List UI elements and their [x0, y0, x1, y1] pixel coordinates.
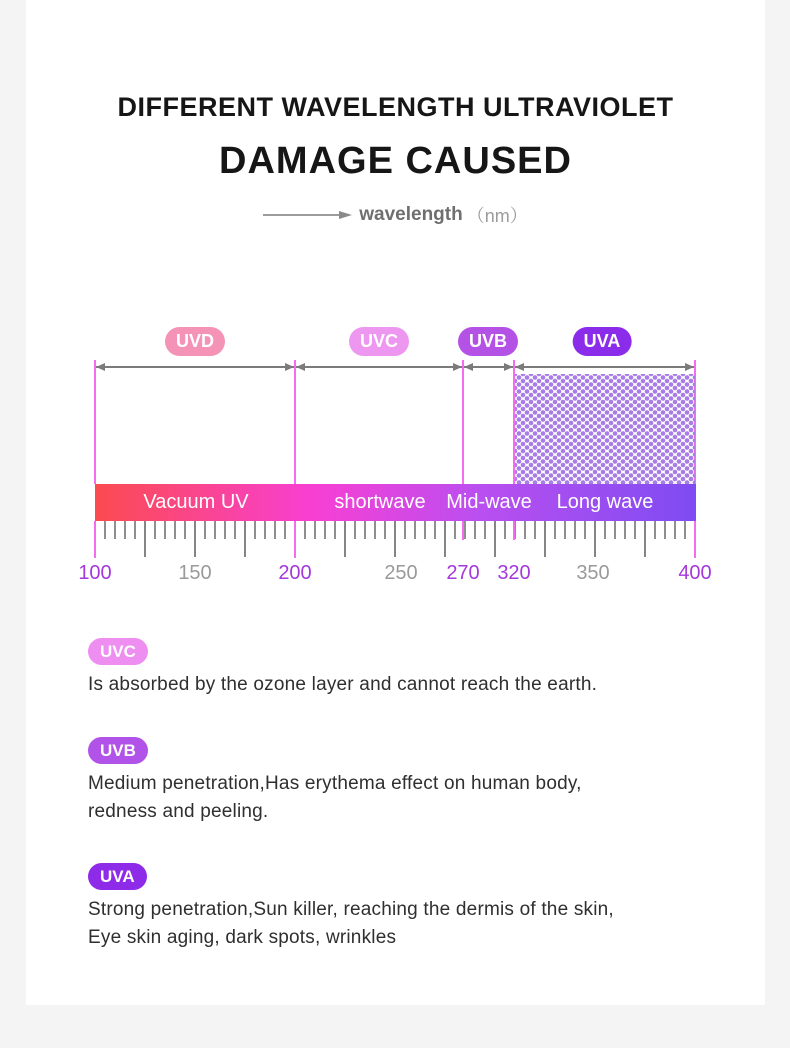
uva-badge: UVA — [573, 327, 632, 356]
description-line: redness and peeling. — [88, 801, 269, 822]
wavelength-caption — [26, 202, 765, 228]
page-title-line2: DAMAGE CAUSED — [219, 140, 572, 182]
description-line: Is absorbed by the ozone layer and cannot reach the earth. — [88, 674, 598, 695]
uvc-section-badge: UVC — [88, 638, 148, 665]
ruler-tick-200 — [294, 521, 296, 558]
ruler-tick-400 — [694, 521, 696, 558]
axis-label-150: 150 — [178, 562, 212, 584]
wavelength-label: wavelength — [359, 204, 463, 225]
uvb-description — [88, 770, 582, 826]
boundary-line-200 — [294, 360, 296, 484]
ruler — [94, 521, 697, 559]
ruler-tick-270 — [462, 521, 464, 540]
arrow-line — [263, 214, 339, 216]
bar-label-shortwave: shortwave — [334, 491, 426, 513]
uvb-badge: UVB — [458, 327, 518, 356]
dimension-arrow-uvc — [296, 366, 462, 368]
boundary-line-100 — [94, 360, 96, 484]
axis-label-400: 400 — [678, 562, 712, 584]
dimension-arrow-uva — [515, 366, 694, 368]
page-title-line1: DIFFERENT WAVELENGTH ULTRAVIOLET — [117, 92, 674, 122]
uvc-description — [88, 671, 597, 699]
axis-label-200: 200 — [278, 562, 312, 584]
bar-label-mid-wave: Mid-wave — [446, 491, 532, 513]
description-line: Eye skin aging, dark spots, wrinkles — [88, 927, 397, 948]
ruler-tick-320 — [513, 521, 515, 540]
boundary-line-270 — [462, 360, 464, 484]
axis-label-100: 100 — [78, 562, 112, 584]
content-card — [26, 0, 765, 1005]
bar-label-long-wave: Long wave — [556, 491, 654, 513]
uvc-badge: UVC — [349, 327, 409, 356]
uvd-badge: UVD — [165, 327, 225, 356]
uvb-section-badge: UVB — [88, 737, 148, 764]
spectrum-bar — [95, 484, 696, 521]
wavelength-unit: （nm） — [466, 206, 528, 226]
description-line: Strong penetration,Sun killer, reaching the dermis of the skin, — [88, 899, 614, 920]
axis-label-350: 350 — [576, 562, 610, 584]
dimension-arrow-uvd — [96, 366, 294, 368]
uva-description — [88, 896, 614, 952]
uva-section-badge: UVA — [88, 863, 147, 890]
axis-label-320: 320 — [497, 562, 531, 584]
axis-label-270: 270 — [446, 562, 480, 584]
axis-label-250: 250 — [384, 562, 418, 584]
description-line: Medium penetration,Has erythema effect on human body, — [88, 773, 582, 794]
ruler-tick-100 — [94, 521, 96, 558]
uva-dot-pattern — [515, 374, 695, 484]
arrow-right-icon — [339, 211, 352, 219]
bar-label-vacuum-uv: Vacuum UV — [143, 491, 249, 513]
dimension-arrow-uvb — [464, 366, 513, 368]
